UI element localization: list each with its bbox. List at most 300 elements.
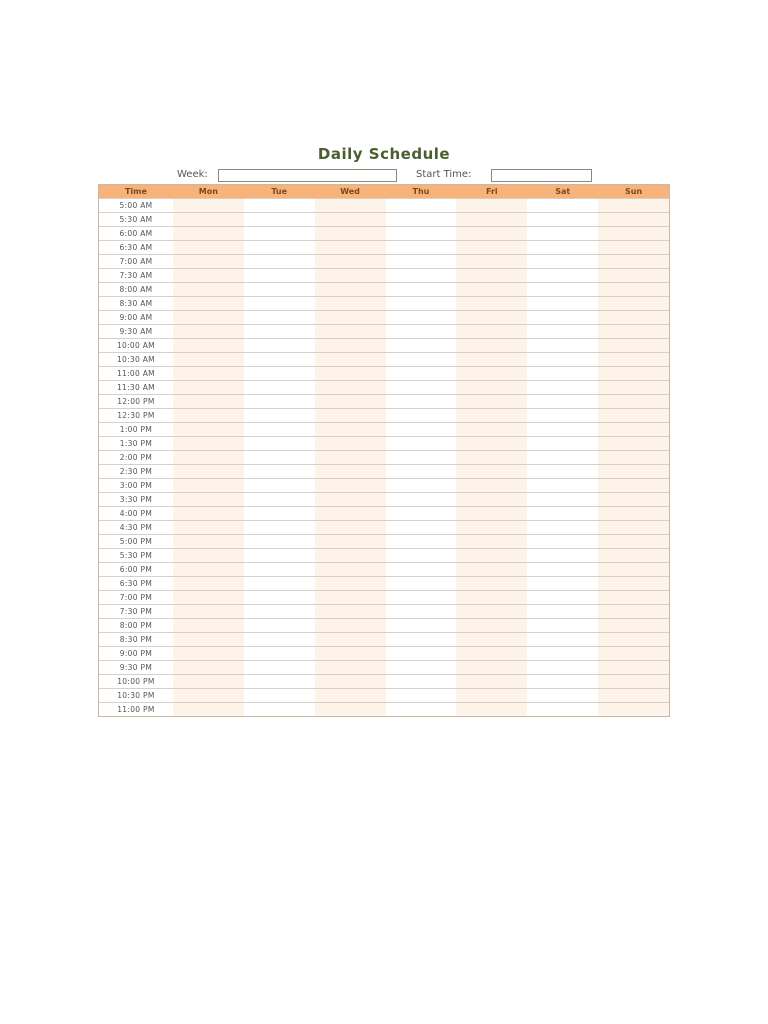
schedule-cell-mon[interactable]: [173, 465, 244, 478]
schedule-cell-tue[interactable]: [244, 199, 315, 212]
schedule-cell-mon[interactable]: [173, 633, 244, 646]
schedule-cell-thu[interactable]: [386, 507, 457, 520]
schedule-cell-tue[interactable]: [244, 675, 315, 688]
schedule-cell-wed[interactable]: [315, 241, 386, 254]
schedule-cell-wed[interactable]: [315, 381, 386, 394]
schedule-cell-tue[interactable]: [244, 549, 315, 562]
schedule-cell-sat[interactable]: [527, 353, 598, 366]
schedule-cell-sun[interactable]: [598, 269, 669, 282]
time-cell: 8:00 PM: [119, 621, 153, 630]
schedule-cell-thu[interactable]: [386, 409, 457, 422]
schedule-cell-sat[interactable]: [527, 675, 598, 688]
schedule-cell-sun[interactable]: [598, 353, 669, 366]
schedule-cell-thu[interactable]: [386, 661, 457, 674]
schedule-cell-tue[interactable]: [244, 633, 315, 646]
schedule-cell-sun[interactable]: [598, 409, 669, 422]
schedule-cell-tue[interactable]: [244, 605, 315, 618]
schedule-cell-thu[interactable]: [386, 451, 457, 464]
schedule-cell-sun[interactable]: [598, 675, 669, 688]
schedule-cell-sat[interactable]: [527, 451, 598, 464]
schedule-cell-sat[interactable]: [527, 479, 598, 492]
schedule-cell-sat[interactable]: [527, 381, 598, 394]
schedule-cell-thu[interactable]: [386, 493, 457, 506]
schedule-cell-sun[interactable]: [598, 591, 669, 604]
schedule-cell-sat[interactable]: [527, 367, 598, 380]
schedule-cell-sat[interactable]: [527, 283, 598, 296]
schedule-cell-wed[interactable]: [315, 227, 386, 240]
schedule-cell-sun[interactable]: [598, 507, 669, 520]
schedule-cell-sat[interactable]: [527, 199, 598, 212]
schedule-cell-sun[interactable]: [598, 423, 669, 436]
schedule-cell-sun[interactable]: [598, 395, 669, 408]
schedule-cell-mon[interactable]: [173, 479, 244, 492]
schedule-cell-mon[interactable]: [173, 689, 244, 702]
schedule-cell-mon[interactable]: [173, 381, 244, 394]
schedule-cell-thu[interactable]: [386, 339, 457, 352]
schedule-cell-sat[interactable]: [527, 437, 598, 450]
schedule-cell-wed[interactable]: [315, 577, 386, 590]
schedule-cell-sun[interactable]: [598, 479, 669, 492]
schedule-cell-fri[interactable]: [456, 675, 527, 688]
schedule-cell-wed[interactable]: [315, 395, 386, 408]
schedule-cell-thu[interactable]: [386, 255, 457, 268]
schedule-cell-fri[interactable]: [456, 213, 527, 226]
schedule-cell-fri[interactable]: [456, 619, 527, 632]
schedule-cell-fri[interactable]: [456, 479, 527, 492]
schedule-cell-mon[interactable]: [173, 423, 244, 436]
schedule-cell-thu[interactable]: [386, 535, 457, 548]
schedule-cell-sun[interactable]: [598, 633, 669, 646]
schedule-cell-wed[interactable]: [315, 297, 386, 310]
schedule-cell-fri[interactable]: [456, 535, 527, 548]
schedule-cell-fri[interactable]: [456, 647, 527, 660]
schedule-cell-fri[interactable]: [456, 199, 527, 212]
schedule-cell-wed[interactable]: [315, 325, 386, 338]
schedule-cell-mon[interactable]: [173, 577, 244, 590]
schedule-cell-tue[interactable]: [244, 311, 315, 324]
schedule-cell-tue[interactable]: [244, 577, 315, 590]
schedule-cell-tue[interactable]: [244, 339, 315, 352]
schedule-cell-tue[interactable]: [244, 465, 315, 478]
schedule-cell-tue[interactable]: [244, 255, 315, 268]
time-cell: 4:30 PM: [119, 523, 153, 532]
schedule-cell-sat[interactable]: [527, 325, 598, 338]
schedule-cell-fri[interactable]: [456, 339, 527, 352]
schedule-cell-sun[interactable]: [598, 703, 669, 716]
time-cell: 10:30 AM: [116, 355, 155, 364]
schedule-cell-sat[interactable]: [527, 577, 598, 590]
schedule-cell-sat[interactable]: [527, 521, 598, 534]
schedule-cell-sun[interactable]: [598, 437, 669, 450]
schedule-cell-thu[interactable]: [386, 423, 457, 436]
schedule-cell-thu[interactable]: [386, 521, 457, 534]
schedule-cell-wed[interactable]: [315, 605, 386, 618]
table-row: [99, 268, 669, 282]
schedule-cell-thu[interactable]: [386, 605, 457, 618]
schedule-cell-sun[interactable]: [598, 297, 669, 310]
column-header-time: Time: [124, 187, 147, 196]
schedule-cell-fri[interactable]: [456, 591, 527, 604]
schedule-cell-tue[interactable]: [244, 269, 315, 282]
schedule-cell-sat[interactable]: [527, 395, 598, 408]
schedule-cell-tue[interactable]: [244, 563, 315, 576]
schedule-cell-sun[interactable]: [598, 381, 669, 394]
schedule-cell-wed[interactable]: [315, 423, 386, 436]
schedule-cell-wed[interactable]: [315, 409, 386, 422]
schedule-cell-sun[interactable]: [598, 451, 669, 464]
schedule-cell-wed[interactable]: [315, 647, 386, 660]
schedule-cell-tue[interactable]: [244, 689, 315, 702]
schedule-cell-sat[interactable]: [527, 255, 598, 268]
schedule-cell-thu[interactable]: [386, 465, 457, 478]
schedule-cell-tue[interactable]: [244, 325, 315, 338]
schedule-cell-mon[interactable]: [173, 213, 244, 226]
schedule-cell-sat[interactable]: [527, 563, 598, 576]
schedule-cell-mon[interactable]: [173, 661, 244, 674]
schedule-cell-fri[interactable]: [456, 451, 527, 464]
schedule-cell-fri[interactable]: [456, 283, 527, 296]
schedule-cell-tue[interactable]: [244, 437, 315, 450]
schedule-cell-mon[interactable]: [173, 339, 244, 352]
schedule-cell-sun[interactable]: [598, 535, 669, 548]
schedule-sheet: [98, 140, 670, 714]
schedule-cell-tue[interactable]: [244, 647, 315, 660]
schedule-cell-tue[interactable]: [244, 661, 315, 674]
schedule-cell-thu[interactable]: [386, 269, 457, 282]
schedule-cell-sun[interactable]: [598, 199, 669, 212]
schedule-cell-mon[interactable]: [173, 395, 244, 408]
schedule-cell-tue[interactable]: [244, 353, 315, 366]
schedule-cell-mon[interactable]: [173, 521, 244, 534]
schedule-cell-wed[interactable]: [315, 353, 386, 366]
schedule-cell-tue[interactable]: [244, 283, 315, 296]
schedule-cell-tue[interactable]: [244, 367, 315, 380]
column-header-mon: Mon: [198, 187, 218, 196]
schedule-cell-fri[interactable]: [456, 367, 527, 380]
schedule-cell-sat[interactable]: [527, 241, 598, 254]
schedule-cell-mon[interactable]: [173, 255, 244, 268]
schedule-cell-fri[interactable]: [456, 311, 527, 324]
schedule-cell-sun[interactable]: [598, 661, 669, 674]
schedule-cell-sat[interactable]: [527, 339, 598, 352]
schedule-cell-mon[interactable]: [173, 227, 244, 240]
schedule-cell-tue[interactable]: [244, 591, 315, 604]
schedule-cell-sat[interactable]: [527, 591, 598, 604]
schedule-cell-sat[interactable]: [527, 423, 598, 436]
schedule-cell-sun[interactable]: [598, 549, 669, 562]
schedule-cell-wed[interactable]: [315, 619, 386, 632]
schedule-cell-thu[interactable]: [386, 325, 457, 338]
schedule-cell-thu[interactable]: [386, 395, 457, 408]
schedule-cell-wed[interactable]: [315, 493, 386, 506]
schedule-cell-wed[interactable]: [315, 213, 386, 226]
schedule-cell-sun[interactable]: [598, 647, 669, 660]
schedule-cell-wed[interactable]: [315, 451, 386, 464]
schedule-cell-thu[interactable]: [386, 591, 457, 604]
schedule-cell-sun[interactable]: [598, 493, 669, 506]
table-row: [99, 240, 669, 254]
table-row: [99, 450, 669, 464]
schedule-cell-thu[interactable]: [386, 199, 457, 212]
schedule-cell-fri[interactable]: [456, 395, 527, 408]
schedule-cell-mon[interactable]: [173, 647, 244, 660]
schedule-cell-sat[interactable]: [527, 633, 598, 646]
schedule-cell-thu[interactable]: [386, 479, 457, 492]
schedule-cell-wed[interactable]: [315, 563, 386, 576]
schedule-cell-tue[interactable]: [244, 297, 315, 310]
schedule-cell-sat[interactable]: [527, 689, 598, 702]
schedule-cell-wed[interactable]: [315, 703, 386, 716]
schedule-cell-sat[interactable]: [527, 661, 598, 674]
table-row: [99, 548, 669, 562]
schedule-cell-mon[interactable]: [173, 535, 244, 548]
schedule-cell-wed[interactable]: [315, 367, 386, 380]
time-cell: 5:00 PM: [119, 537, 153, 546]
time-cell: 8:00 AM: [119, 285, 153, 294]
table-row: [99, 562, 669, 576]
table-row: [99, 324, 669, 338]
schedule-cell-mon[interactable]: [173, 563, 244, 576]
schedule-cell-wed[interactable]: [315, 633, 386, 646]
schedule-cell-thu[interactable]: [386, 633, 457, 646]
schedule-cell-wed[interactable]: [315, 661, 386, 674]
time-cell: 12:00 PM: [117, 397, 155, 406]
schedule-cell-thu[interactable]: [386, 703, 457, 716]
schedule-cell-sun[interactable]: [598, 311, 669, 324]
schedule-cell-thu[interactable]: [386, 297, 457, 310]
schedule-cell-sun[interactable]: [598, 563, 669, 576]
schedule-cell-wed[interactable]: [315, 269, 386, 282]
schedule-cell-tue[interactable]: [244, 241, 315, 254]
column-header-thu: Thu: [412, 187, 430, 196]
table-row: [99, 338, 669, 352]
schedule-cell-sun[interactable]: [598, 689, 669, 702]
time-cell: 5:00 AM: [119, 201, 153, 210]
schedule-cell-fri[interactable]: [456, 409, 527, 422]
schedule-cell-sat[interactable]: [527, 311, 598, 324]
schedule-cell-fri[interactable]: [456, 297, 527, 310]
schedule-cell-tue[interactable]: [244, 479, 315, 492]
schedule-cell-thu[interactable]: [386, 563, 457, 576]
schedule-cell-tue[interactable]: [244, 395, 315, 408]
schedule-cell-sat[interactable]: [527, 493, 598, 506]
schedule-cell-wed[interactable]: [315, 521, 386, 534]
week-field[interactable]: [218, 169, 397, 182]
schedule-cell-fri[interactable]: [456, 241, 527, 254]
schedule-cell-fri[interactable]: [456, 633, 527, 646]
schedule-cell-mon[interactable]: [173, 311, 244, 324]
schedule-cell-thu[interactable]: [386, 213, 457, 226]
schedule-cell-fri[interactable]: [456, 661, 527, 674]
schedule-cell-mon[interactable]: [173, 493, 244, 506]
schedule-cell-fri[interactable]: [456, 577, 527, 590]
schedule-cell-fri[interactable]: [456, 521, 527, 534]
schedule-cell-fri[interactable]: [456, 507, 527, 520]
schedule-cell-wed[interactable]: [315, 549, 386, 562]
schedule-cell-wed[interactable]: [315, 199, 386, 212]
schedule-cell-wed[interactable]: [315, 465, 386, 478]
schedule-cell-mon[interactable]: [173, 619, 244, 632]
schedule-cell-thu[interactable]: [386, 367, 457, 380]
schedule-cell-thu[interactable]: [386, 311, 457, 324]
table-row: [99, 618, 669, 632]
schedule-cell-mon[interactable]: [173, 269, 244, 282]
schedule-cell-fri[interactable]: [456, 493, 527, 506]
schedule-cell-fri[interactable]: [456, 605, 527, 618]
schedule-cell-sun[interactable]: [598, 283, 669, 296]
schedule-cell-sun[interactable]: [598, 325, 669, 338]
schedule-cell-wed[interactable]: [315, 675, 386, 688]
schedule-cell-mon[interactable]: [173, 283, 244, 296]
schedule-cell-wed[interactable]: [315, 591, 386, 604]
schedule-cell-sat[interactable]: [527, 619, 598, 632]
schedule-cell-thu[interactable]: [386, 689, 457, 702]
schedule-cell-mon[interactable]: [173, 591, 244, 604]
schedule-cell-mon[interactable]: [173, 409, 244, 422]
schedule-cell-sat[interactable]: [527, 409, 598, 422]
schedule-cell-tue[interactable]: [244, 381, 315, 394]
schedule-cell-thu[interactable]: [386, 227, 457, 240]
time-cell: 7:30 PM: [119, 607, 153, 616]
schedule-cell-sun[interactable]: [598, 521, 669, 534]
schedule-cell-thu[interactable]: [386, 437, 457, 450]
time-cell: 9:30 PM: [119, 663, 153, 672]
schedule-cell-tue[interactable]: [244, 409, 315, 422]
schedule-cell-wed[interactable]: [315, 311, 386, 324]
schedule-cell-sat[interactable]: [527, 297, 598, 310]
schedule-cell-wed[interactable]: [315, 339, 386, 352]
schedule-cell-fri[interactable]: [456, 703, 527, 716]
schedule-cell-fri[interactable]: [456, 353, 527, 366]
schedule-cell-fri[interactable]: [456, 255, 527, 268]
schedule-cell-sun[interactable]: [598, 255, 669, 268]
schedule-cell-fri[interactable]: [456, 381, 527, 394]
time-cell: 3:30 PM: [119, 495, 153, 504]
schedule-cell-fri[interactable]: [456, 437, 527, 450]
schedule-cell-thu[interactable]: [386, 381, 457, 394]
schedule-cell-sun[interactable]: [598, 465, 669, 478]
schedule-cell-thu[interactable]: [386, 647, 457, 660]
schedule-cell-mon[interactable]: [173, 507, 244, 520]
schedule-cell-mon[interactable]: [173, 549, 244, 562]
schedule-cell-wed[interactable]: [315, 689, 386, 702]
table-header-row: [99, 185, 669, 198]
schedule-cell-wed[interactable]: [315, 507, 386, 520]
time-cell: 10:00 PM: [117, 677, 155, 686]
schedule-cell-fri[interactable]: [456, 465, 527, 478]
schedule-cell-mon[interactable]: [173, 297, 244, 310]
schedule-cell-fri[interactable]: [456, 227, 527, 240]
schedule-cell-sat[interactable]: [527, 535, 598, 548]
table-body: [99, 198, 669, 716]
schedule-cell-sat[interactable]: [527, 269, 598, 282]
time-cell: 9:30 AM: [119, 327, 153, 336]
schedule-cell-tue[interactable]: [244, 493, 315, 506]
schedule-table: [98, 184, 670, 717]
schedule-cell-sat[interactable]: [527, 605, 598, 618]
schedule-cell-tue[interactable]: [244, 227, 315, 240]
start-time-label: Start Time:: [416, 169, 472, 180]
schedule-cell-sat[interactable]: [527, 507, 598, 520]
schedule-cell-wed[interactable]: [315, 437, 386, 450]
schedule-cell-thu[interactable]: [386, 577, 457, 590]
time-cell: 5:30 PM: [119, 551, 153, 560]
schedule-cell-mon[interactable]: [173, 241, 244, 254]
schedule-cell-tue[interactable]: [244, 521, 315, 534]
schedule-cell-fri[interactable]: [456, 549, 527, 562]
schedule-cell-fri[interactable]: [456, 269, 527, 282]
table-row: [99, 394, 669, 408]
schedule-cell-mon[interactable]: [173, 437, 244, 450]
schedule-cell-wed[interactable]: [315, 479, 386, 492]
table-row: [99, 520, 669, 534]
schedule-cell-mon[interactable]: [173, 325, 244, 338]
schedule-cell-sat[interactable]: [527, 465, 598, 478]
schedule-cell-sun[interactable]: [598, 577, 669, 590]
schedule-cell-tue[interactable]: [244, 451, 315, 464]
schedule-cell-fri[interactable]: [456, 325, 527, 338]
schedule-cell-mon[interactable]: [173, 605, 244, 618]
schedule-cell-fri[interactable]: [456, 563, 527, 576]
schedule-cell-sun[interactable]: [598, 213, 669, 226]
schedule-cell-sat[interactable]: [527, 647, 598, 660]
time-cell: 2:00 PM: [119, 453, 153, 462]
table-row: [99, 492, 669, 506]
schedule-cell-tue[interactable]: [244, 703, 315, 716]
column-header-fri: Fri: [485, 187, 498, 196]
schedule-cell-sat[interactable]: [527, 227, 598, 240]
schedule-cell-sun[interactable]: [598, 227, 669, 240]
schedule-cell-mon[interactable]: [173, 675, 244, 688]
schedule-cell-thu[interactable]: [386, 675, 457, 688]
schedule-cell-tue[interactable]: [244, 535, 315, 548]
schedule-cell-sun[interactable]: [598, 241, 669, 254]
start-time-field[interactable]: [491, 169, 592, 182]
schedule-cell-thu[interactable]: [386, 241, 457, 254]
schedule-cell-tue[interactable]: [244, 423, 315, 436]
schedule-cell-tue[interactable]: [244, 619, 315, 632]
schedule-cell-wed[interactable]: [315, 283, 386, 296]
schedule-cell-sat[interactable]: [527, 703, 598, 716]
time-cell: 4:00 PM: [119, 509, 153, 518]
schedule-cell-fri[interactable]: [456, 689, 527, 702]
schedule-cell-sun[interactable]: [598, 605, 669, 618]
schedule-cell-wed[interactable]: [315, 255, 386, 268]
table-row: [99, 282, 669, 296]
schedule-cell-sat[interactable]: [527, 213, 598, 226]
table-row: [99, 590, 669, 604]
schedule-cell-tue[interactable]: [244, 507, 315, 520]
schedule-cell-mon[interactable]: [173, 703, 244, 716]
schedule-cell-tue[interactable]: [244, 213, 315, 226]
schedule-cell-fri[interactable]: [456, 423, 527, 436]
schedule-cell-thu[interactable]: [386, 549, 457, 562]
schedule-cell-mon[interactable]: [173, 353, 244, 366]
schedule-cell-wed[interactable]: [315, 535, 386, 548]
schedule-cell-mon[interactable]: [173, 199, 244, 212]
schedule-cell-thu[interactable]: [386, 619, 457, 632]
schedule-cell-thu[interactable]: [386, 353, 457, 366]
schedule-cell-sun[interactable]: [598, 619, 669, 632]
schedule-cell-sun[interactable]: [598, 367, 669, 380]
schedule-cell-thu[interactable]: [386, 283, 457, 296]
schedule-cell-sun[interactable]: [598, 339, 669, 352]
schedule-cell-mon[interactable]: [173, 451, 244, 464]
schedule-cell-sat[interactable]: [527, 549, 598, 562]
table-row: [99, 534, 669, 548]
schedule-cell-mon[interactable]: [173, 367, 244, 380]
time-cell: 11:00 PM: [117, 705, 155, 714]
